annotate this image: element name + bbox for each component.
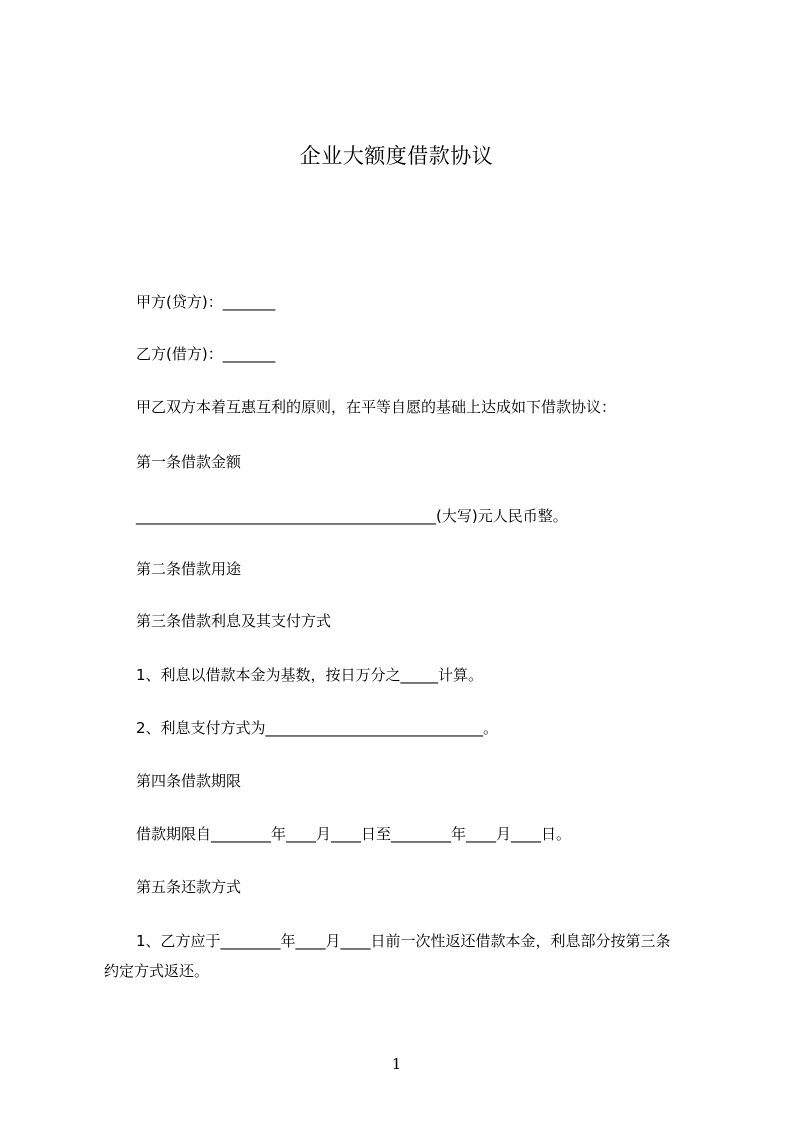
clause-4-heading: 第四条借款期限: [136, 772, 242, 790]
clause-3-heading: 第三条借款利息及其支付方式: [136, 612, 332, 630]
interest-rate-line: 1、利息以借款本金为基数，按日万分之_____计算。: [136, 666, 484, 684]
page-number: 1: [391, 1055, 402, 1073]
repayment-line-1: 1、乙方应于________年____月____日前一次性返还借款本金，利息部分按第三条: [136, 932, 671, 950]
party-b-line: 乙方(借方)：_______: [136, 345, 276, 363]
interest-payment-line: 2、利息支付方式为_____________________________。: [136, 719, 499, 737]
clause-5-heading: 第五条还款方式: [136, 878, 242, 896]
loan-amount-line: ________________________________________(大写)元人民币整。: [136, 507, 568, 525]
clause-1-heading: 第一条借款金额: [136, 453, 242, 471]
clause-2-heading: 第二条借款用途: [136, 560, 242, 578]
document-title: 企业大额度借款协议: [299, 144, 494, 168]
loan-term-line: 借款期限自________年____月____日至________年____月____日。: [136, 825, 572, 843]
preamble-line: 甲乙双方本着互惠互利的原则，在平等自愿的基础上达成如下借款协议：: [136, 398, 617, 416]
repayment-line-2: 约定方式返还。: [104, 962, 210, 980]
party-a-line: 甲方(贷方)：_______: [136, 293, 276, 311]
